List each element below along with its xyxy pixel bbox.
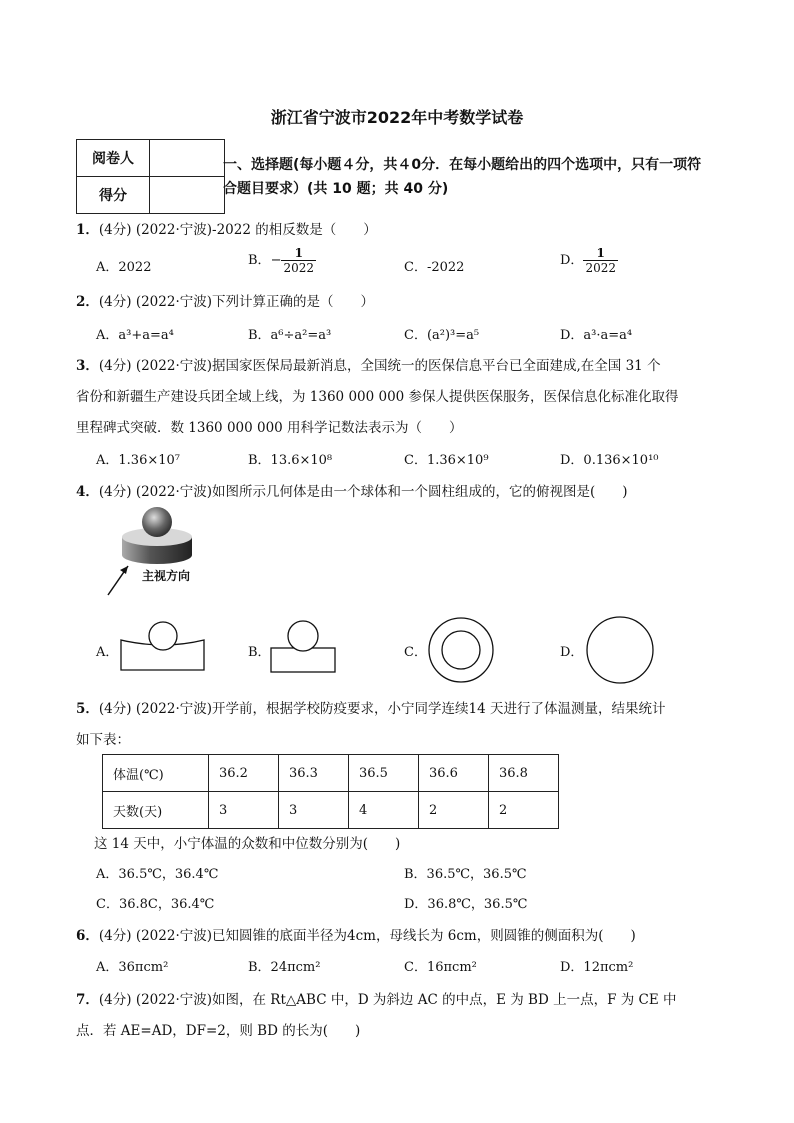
q5-option-d: D．36.8℃，36.5℃	[404, 897, 528, 912]
grader-label: 阅卷人	[77, 140, 150, 177]
q1-option-d	[560, 246, 618, 275]
q5-option-a: A．36.5℃，36.4℃	[96, 867, 219, 882]
question-number: 2．	[76, 294, 99, 310]
question-number: 7．	[76, 992, 99, 1008]
q4-option-c-figure	[426, 615, 496, 685]
question-number: 3．	[76, 358, 99, 374]
view-direction-label: 主视方向	[142, 569, 191, 583]
q5-option-c: C．36.8C，36.4℃	[96, 897, 215, 912]
q4-option-b-figure	[268, 618, 340, 676]
inner-circle	[442, 631, 480, 669]
denominator: 2022	[585, 261, 616, 275]
question-3	[76, 354, 661, 374]
question-1	[76, 218, 377, 238]
grader-value	[150, 140, 225, 177]
table-cell: 2	[489, 792, 559, 829]
question-number: 4．	[76, 484, 99, 500]
question-text: 下列计算正确的是（ ）	[212, 294, 375, 310]
question-meta: (4分) (2022·宁波)	[98, 294, 213, 310]
q6-option-a: A．36πcm²	[96, 960, 169, 975]
question-meta: (4分) (2022·宁波)	[98, 928, 213, 944]
numerator: 1	[583, 246, 618, 261]
q2-option-a: A．a³+a=a⁴	[96, 328, 174, 343]
question-text: 开学前，根据学校防疫要求，小宁同学连续14 天进行了体温测量，结果统计	[212, 701, 666, 717]
question-text: 已知圆锥的底面半径为4cm，母线长为 6cm，则圆锥的侧面积为( )	[212, 928, 636, 944]
question-5-line-2: 如下表：	[76, 732, 130, 748]
question-5	[76, 697, 665, 717]
table-cell: 36.5	[349, 755, 419, 792]
question-6	[76, 924, 636, 944]
score-label: 得分	[77, 177, 150, 214]
question-meta: (4分) (2022·宁波)	[98, 484, 213, 500]
q2-option-c: C．(a²)³=a⁵	[404, 328, 480, 343]
table-header: 天数(天)	[103, 792, 209, 829]
table-row	[103, 755, 559, 792]
question-3-line-3: 里程碑式突破．数 1360 000 000 用科学记数法表示为（ ）	[76, 420, 463, 436]
question-4	[76, 480, 628, 500]
option-label: D．	[560, 253, 584, 268]
circle-shape	[149, 622, 177, 650]
question-7-line-2: 点．若 AE=AD，DF=2，则 BD 的长为( )	[76, 1023, 361, 1039]
q3-option-b: B．13.6×10⁸	[248, 453, 333, 468]
q6-option-c: C．16πcm²	[404, 960, 477, 975]
question-7	[76, 988, 677, 1008]
grader-table	[76, 139, 225, 214]
sphere	[142, 507, 172, 537]
question-text: 据国家医保局最新消息，全国统一的医保信息平台已全面建成,在全国 31 个	[212, 358, 661, 374]
question-meta: (4分) (2022·宁波)	[98, 358, 213, 374]
circle-shape	[587, 617, 653, 683]
q6-option-d: D．12πcm²	[560, 960, 634, 975]
q1-option-a: A．2022	[96, 260, 152, 275]
question-text: 如图，在 Rt△ABC 中，D 为斜边 AC 的中点，E 为 BD 上一点，F 为 CE 中	[212, 992, 677, 1008]
q2-option-b: B．a⁶÷a²=a³	[248, 328, 332, 343]
outer-circle	[429, 618, 493, 682]
question-meta: (4分) (2022·宁波)	[98, 222, 213, 238]
score-value	[150, 177, 225, 214]
table-cell: 4	[349, 792, 419, 829]
solid-figure	[100, 500, 220, 600]
numerator: 1	[281, 246, 316, 261]
question-meta: (4分) (2022·宁波)	[98, 701, 213, 717]
q4-option-d-figure	[585, 614, 655, 686]
q4-option-a-label: A．	[96, 645, 119, 660]
question-number: 1．	[76, 222, 99, 238]
table-cell: 3	[279, 792, 349, 829]
q2-option-d: D．a³·a=a⁴	[560, 328, 633, 343]
circle-shape	[288, 621, 318, 651]
question-2	[76, 290, 374, 310]
table-cell: 36.3	[279, 755, 349, 792]
question-text: 如图所示几何体是由一个球体和一个圆柱组成的，它的俯视图是( )	[212, 484, 628, 500]
section-heading: 一、选择题(每小题４分，共４0分．在每小题给出的四个选项中，只有一项符合题目要求）(共 10 题；共 40 分)	[223, 157, 702, 197]
table-row	[103, 792, 559, 829]
q4-option-b-label: B．	[248, 645, 271, 660]
option-label: B．	[248, 253, 271, 268]
question-meta: (4分) (2022·宁波)	[98, 992, 213, 1008]
q4-option-c-label: C．	[404, 645, 427, 660]
question-number: 6．	[76, 928, 99, 944]
q1-option-c: C．-2022	[404, 260, 465, 275]
question-5-follow-up: 这 14 天中，小宁体温的众数和中位数分别为( )	[94, 836, 401, 852]
q3-option-c: C．1.36×10⁹	[404, 453, 489, 468]
table-cell: 36.8	[489, 755, 559, 792]
table-cell: 3	[209, 792, 279, 829]
table-cell: 36.6	[419, 755, 489, 792]
fraction	[583, 246, 618, 275]
page-title: 浙江省宁波市2022年中考数学试卷	[270, 108, 524, 127]
q1-option-b	[248, 246, 316, 275]
q6-option-b: B．24πcm²	[248, 960, 321, 975]
q5-option-b: B．36.5℃，36.5℃	[404, 867, 527, 882]
fraction	[281, 246, 316, 275]
table-header: 体温(℃)	[103, 755, 209, 792]
question-text: -2022 的相反数是（ ）	[212, 222, 377, 238]
minus-sign: −	[270, 253, 282, 268]
q4-option-d-label: D．	[560, 645, 584, 660]
q3-option-a: A．1.36×10⁷	[96, 453, 180, 468]
q3-option-d: D．0.136×10¹⁰	[560, 453, 659, 468]
denominator: 2022	[283, 261, 315, 275]
question-3-line-2: 省份和新疆生产建设兵团全域上线，为 1360 000 000 参保人提供医保服务，医保信息化标准化取得	[76, 389, 679, 405]
question-number: 5．	[76, 701, 99, 717]
q4-option-a-figure	[118, 618, 208, 674]
table-cell: 2	[419, 792, 489, 829]
table-cell: 36.2	[209, 755, 279, 792]
temperature-table	[102, 754, 559, 829]
